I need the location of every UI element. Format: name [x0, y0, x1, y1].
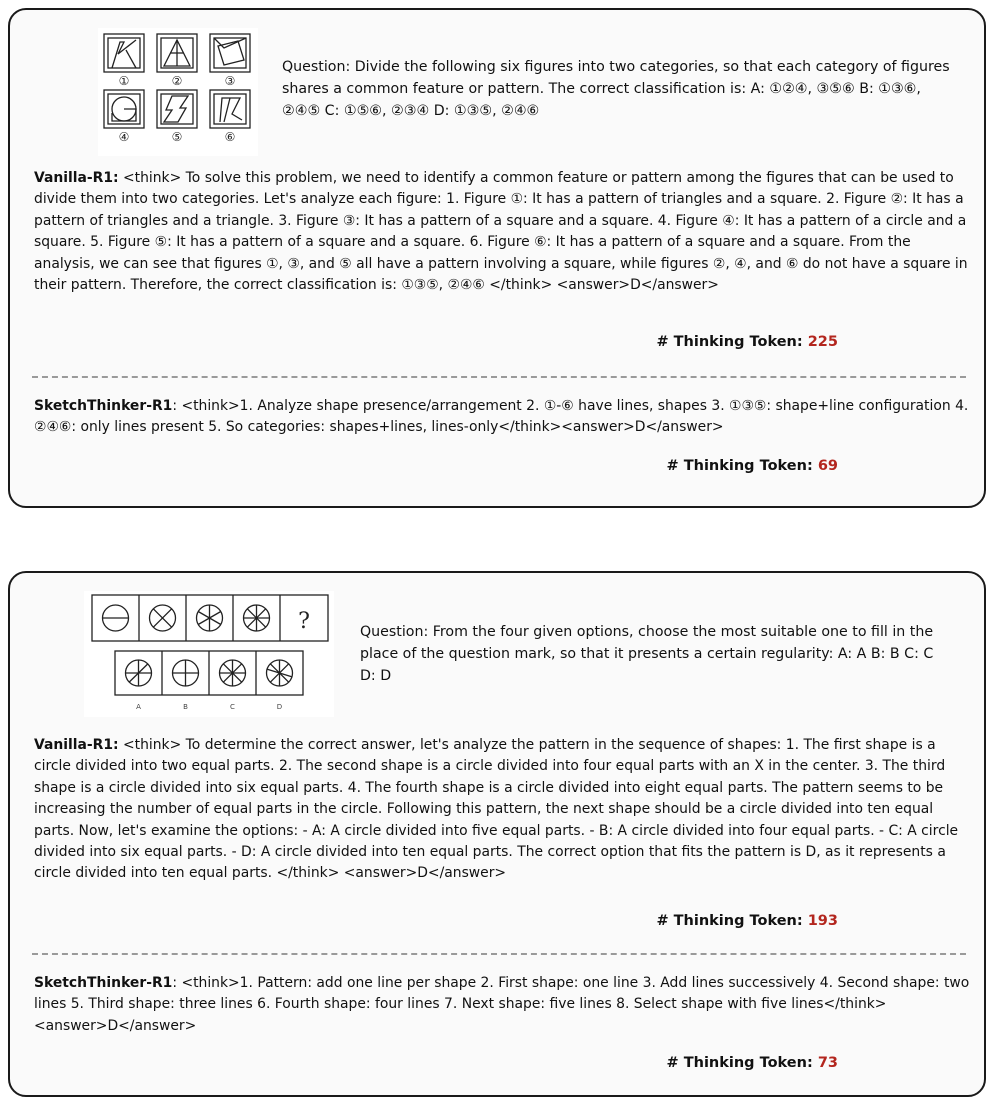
- sketchthinker-response: [34, 396, 972, 439]
- model-label: SketchThinker-R1: [34, 975, 173, 991]
- figure-6-icon: [210, 90, 250, 128]
- model-label: Vanilla-R1:: [34, 737, 119, 753]
- figure-3-icon: [210, 34, 250, 72]
- option-c-shape-icon: [220, 660, 246, 686]
- option-letter: B: [183, 703, 188, 711]
- figure-4-icon: [104, 90, 144, 128]
- response-text: <think> To determine the correct answer, let's analyze the pattern in the sequence of shapes: 1. The first shape is a circle divided into two equal parts. 2. The second shape is a circle divided into four equal parts with an X in the center. 3. The third shape is a circle divided into six equal parts. 4. The fourth shape is a circle divided into eight equal parts. The pattern seems to be increasing the number of equal parts in the circle. Following this pattern, the next shape should be a circle divided into ten equal parts. Now, let's examine the options: - A: A circle divided into five equal parts. - B: A circle divided into four equal parts. - C: A circle divided into six equal parts. - D: A circle divided into ten equal parts. The correct option that fits the pattern is D, as it represents a circle divided into ten equal parts. </think> <answer>D</answer>: [34, 737, 959, 882]
- question-mark: ?: [298, 609, 310, 634]
- figure-label: ①: [118, 74, 130, 88]
- vanilla-response: [34, 735, 972, 885]
- option-b-shape-icon: [173, 660, 199, 686]
- six-figures-image: [98, 28, 258, 156]
- example-card-1: [8, 8, 986, 508]
- sequence-shape-3-icon: [197, 605, 223, 631]
- figure-label: ③: [224, 74, 236, 88]
- token-number: 193: [807, 913, 838, 929]
- option-letter: D: [276, 703, 283, 711]
- response-text: <think> To solve this problem, we need to identify a common feature or pattern among the figures that can be used to divide them into two categories. Let's analyze each figure: 1. Figure ①: It has a pattern of triangles and a square. 2. Figure ②: It has a pattern of triangles and a triangle. 3. Figure ③: It has a pattern of a square and a square. 4. Figure ④: It has a pattern of a circle and a square. 5. Figure ⑤: It has a pattern of a square and a square. 6. Figure ⑥: It has a pattern of a square and a square. From the analysis, we can see that figures ①, ③, and ⑤ all have a pattern involving a square, while figures ②, ④, and ⑥ do not have a square in their pattern. Therefore, the correct classification is: ①③⑤, ②④⑥ </think> <answer>D</answer>: [34, 170, 968, 294]
- figure-2-icon: [157, 34, 197, 72]
- model-label: Vanilla-R1:: [34, 170, 119, 186]
- option-letter: C: [230, 703, 235, 711]
- sequence-shape-4-icon: [244, 605, 270, 631]
- option-letter: A: [136, 703, 141, 711]
- dashed-divider: [32, 376, 966, 378]
- thinking-token-count: [667, 458, 838, 474]
- question-text: Question: From the four given options, choose the most suitable one to fill in the place of the question mark, so that it presents a certain regularity: A: A B: B C: C D: D: [360, 624, 934, 684]
- circle-sequence-image: [84, 591, 334, 717]
- thinking-token-count: [656, 334, 838, 350]
- sequence-shape-1-icon: [103, 605, 129, 631]
- token-label: # Thinking Token:: [666, 458, 818, 474]
- figure-label: ②: [171, 74, 183, 88]
- thinking-token-count: [667, 1055, 838, 1071]
- vanilla-response: [34, 168, 972, 296]
- response-text: : <think>1. Pattern: add one line per shape 2. First shape: one line 3. Add lines successively 4. Second shape: two lines 5. Third shape: three lines 6. Fourth shape: four lines 7. Next shape: five lines 8. Select shape with five lines</think><answer>D</answer>: [34, 975, 970, 1034]
- figure-label: ④: [118, 130, 130, 144]
- thinking-token-count: [656, 913, 838, 929]
- figure-1-icon: [104, 34, 144, 72]
- option-a-shape-icon: [126, 660, 152, 686]
- token-number: 225: [807, 334, 838, 350]
- option-d-shape-icon: [267, 660, 293, 686]
- model-label: SketchThinker-R1: [34, 398, 173, 414]
- dashed-divider: [32, 953, 966, 955]
- token-label: # Thinking Token:: [656, 334, 808, 350]
- token-number: 73: [817, 1055, 838, 1071]
- sequence-shape-2-icon: [150, 605, 176, 631]
- sketchthinker-response: [34, 973, 972, 1037]
- token-number: 69: [817, 458, 838, 474]
- response-text: : <think>1. Analyze shape presence/arrangement 2. ①-⑥ have lines, shapes 3. ①③⑤: shape+line configuration 4. ②④⑥: only lines present 5. So categories: shapes+lines, lines-only</think><answer>D</answer>: [34, 398, 969, 436]
- token-label: # Thinking Token:: [666, 1055, 818, 1071]
- question-text: Question: Divide the following six figures into two categories, so that each category of figures shares a common feature or pattern. The correct classification is: A: ①②④, ③⑤⑥ B: ①③⑥, ②④⑤ C: ①⑤⑥, ②③④ D: ①③⑤, ②④⑥: [282, 59, 950, 119]
- figure-5-icon: [157, 90, 197, 128]
- figure-label: ⑥: [224, 130, 236, 144]
- example-card-2: [8, 571, 986, 1097]
- token-label: # Thinking Token:: [656, 913, 808, 929]
- figure-label: ⑤: [171, 130, 183, 144]
